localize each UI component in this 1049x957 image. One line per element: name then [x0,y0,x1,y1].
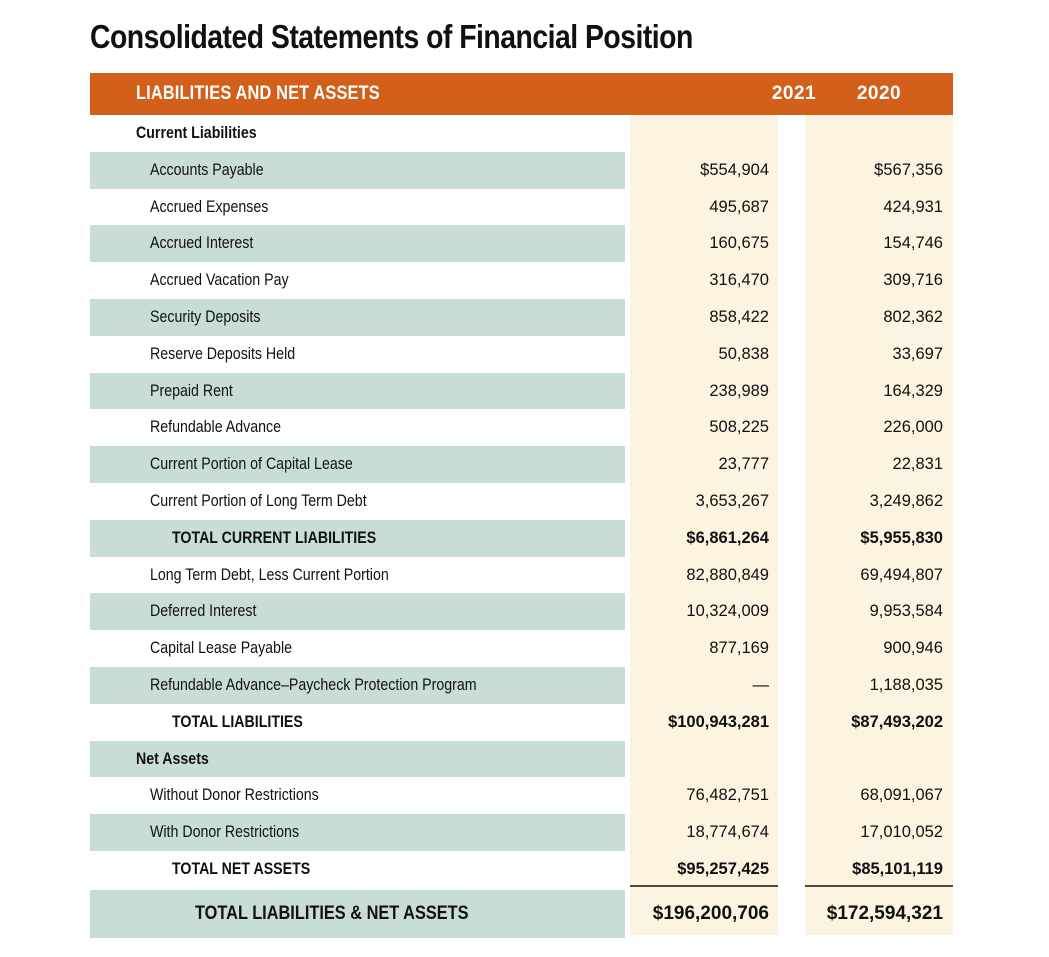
row-label: Accrued Vacation Pay [150,271,289,290]
row-label: Long Term Debt, Less Current Portion [150,565,389,584]
row-label: Accrued Interest [150,234,254,253]
row-band [90,704,625,741]
row-label: Net Assets [136,749,209,768]
row-label: TOTAL LIABILITIES [172,712,303,731]
row-label: Reserve Deposits Held [150,344,296,363]
table-row-total-net-assets [90,851,953,888]
value-2021: 858,422 [709,307,769,326]
table-row-deferred-interest [90,593,953,630]
row-label: Current Liabilities [136,124,257,142]
table-row-reserve-deposits-held [90,336,953,373]
value-2020: 9,953,584 [869,602,943,621]
value-2020: 33,697 [892,344,943,363]
value-2020: 3,249,862 [869,491,943,510]
table-row-current-portion-of-long-term-debt [90,483,953,520]
grand-total-2021: $196,200,706 [652,902,769,924]
value-2021: 495,687 [709,197,769,216]
statement-table [90,115,953,938]
row-label: Refundable Advance [150,418,281,437]
value-2020: 17,010,052 [860,823,943,842]
value-2021: 23,777 [718,455,769,474]
row-label: Prepaid Rent [150,381,233,400]
value-2021: 316,470 [709,271,769,290]
value-2020: 802,362 [883,307,943,326]
value-2021: $554,904 [700,160,769,179]
value-2020: 424,931 [883,197,943,216]
table-row-current-portion-of-capital-lease [90,446,953,483]
row-label: Security Deposits [150,307,261,326]
row-label: TOTAL NET ASSETS [172,859,311,878]
table-row-net-assets [90,741,953,778]
value-2021: $100,943,281 [668,712,769,731]
value-2020: $5,955,830 [860,528,943,547]
row-label: Current Portion of Long Term Debt [150,491,367,510]
value-2021: 50,838 [718,344,769,363]
value-2020: $85,101,119 [852,859,943,878]
grand-total-2020: $172,594,321 [826,902,943,924]
total-rule-2021 [630,885,778,887]
table-row-current-liabilities [90,115,953,152]
value-2020: 164,329 [883,381,943,400]
table-row-with-donor-restrictions [90,814,953,851]
table-row-long-term-debt-less-current-portion [90,557,953,594]
row-label: Capital Lease Payable [150,639,293,658]
table-header [90,73,953,115]
table-row-security-deposits [90,299,953,336]
value-2020: $87,493,202 [851,712,943,731]
value-2020: 22,831 [892,455,943,474]
table-row-refundable-advance [90,409,953,446]
header-year-2020: 2020 [856,83,902,104]
value-2021: 877,169 [709,639,769,658]
value-2020: 68,091,067 [860,786,943,805]
header-year-2021: 2021 [771,83,817,104]
row-label: Current Portion of Capital Lease [150,455,353,474]
value-2021: 3,653,267 [695,491,769,510]
total-rule-2020 [805,885,953,887]
value-2021: 10,324,009 [686,602,769,621]
table-row-accrued-interest [90,225,953,262]
row-label: Deferred Interest [150,602,257,621]
value-2021: 82,880,849 [686,565,769,584]
value-2020: 154,746 [883,234,943,253]
page-title: Consolidated Statements of Financial Position [90,18,693,55]
value-2020: 226,000 [883,418,943,437]
table-row-total-current-liabilities [90,520,953,557]
row-label: TOTAL CURRENT LIABILITIES [172,528,377,547]
row-label: With Donor Restrictions [150,823,300,842]
grand-total-label: TOTAL LIABILITIES & NET ASSETS [195,902,469,924]
header-label: LIABILITIES AND NET ASSETS [136,83,380,104]
row-band [90,851,625,888]
table-row-accrued-vacation-pay [90,262,953,299]
row-label: Accounts Payable [150,160,264,179]
table-row-accrued-expenses [90,189,953,226]
value-2021: 508,225 [709,418,769,437]
table-row-without-donor-restrictions [90,777,953,814]
row-label: Refundable Advance–Paycheck Protection Program [150,675,477,694]
value-2021: 160,675 [709,234,769,253]
value-2020: 69,494,807 [860,565,943,584]
value-2021: 18,774,674 [686,823,769,842]
table-row-prepaid-rent [90,373,953,410]
value-2020: 309,716 [883,271,943,290]
value-2021: $6,861,264 [686,528,769,547]
row-label: Without Donor Restrictions [150,786,319,805]
value-2020: 1,188,035 [869,675,943,694]
row-label: Accrued Expenses [150,197,269,216]
table-row-grand-total [90,890,953,938]
value-2020: 900,946 [883,639,943,658]
table-row-accounts-payable [90,152,953,189]
value-2021: $95,257,425 [677,859,769,878]
value-2021: — [752,675,769,694]
table-row-refundable-advance-paycheck-protection-program [90,667,953,704]
value-2021: 76,482,751 [686,786,769,805]
table-row-capital-lease-payable [90,630,953,667]
value-2020: $567,356 [874,160,943,179]
value-2021: 238,989 [709,381,769,400]
table-row-total-liabilities [90,704,953,741]
